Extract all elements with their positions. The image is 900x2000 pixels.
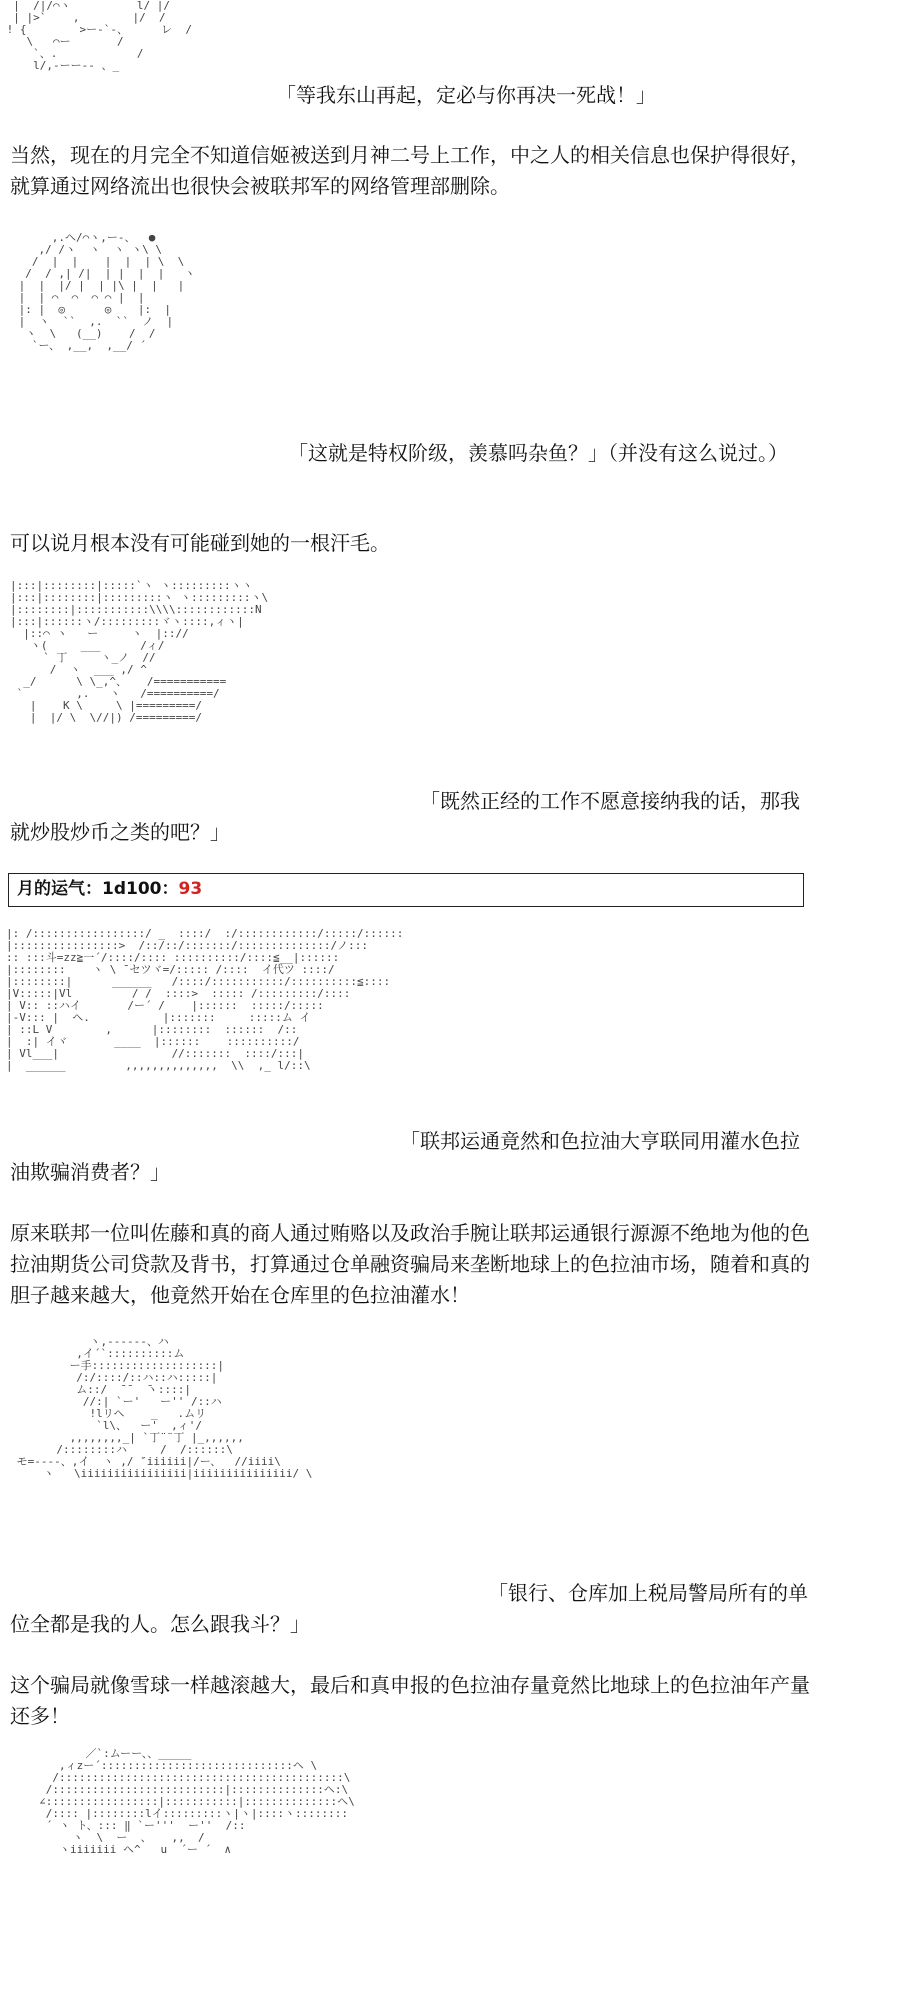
dialog-line-4: 「联邦运通竟然和色拉油大亨联同用灌水色拉油欺骗消费者？」 [10,1129,800,1184]
narration-3: 原来联邦一位叫佐藤和真的商人通过贿赂以及政治手腕让联邦运通银行源源不绝地为他的色拉油期货公司贷款及背书，打算通过仓单融资骗局来垄断地球上的色拉油市场，随着和真的胆子越来越大，他竟然开始在仓库里的色拉油灌水！ [10,1221,810,1307]
dialog-line-2: 「这就是特权阶级，羡慕吗杂鱼？」（并没有这么说过。） [288,441,788,465]
dice-roll-box [8,873,804,907]
narration-1: 当然，现在的月完全不知道信姬被送到月神二号上工作，中之人的相关信息也保护得很好，就算通过网络流出也很快会被联邦军的网络管理部删除。 [10,143,810,198]
narration-2: 可以说月根本没有可能碰到她的一根汗毛。 [10,531,390,555]
ascii-art-1: | /|/⌒ヽ l/ |/ | |>` , |/ / ! { >ー-`-、 レ / \ ⌒ー / `、. / l/,-ーー-- 、_ [6,0,192,72]
dice-roll-label: 月的运气：1d100： [17,879,179,899]
ascii-art-5: ヽ,------、ハ ,イ´`::::::::::ム ー手:::::::::::::::::::| /:/::::/::ハ::ハ:::::| ム::/ ̄ ̄ ̄ヽ::::| //:| `ー' ー'' /::ハ !lリヘ _ .ムリ `l\、 ー' ,ィ'/ ,,,,,,,,_| `丁¨¨丁 |_,,,,,, /::::::::ハ / /::::::\ モ=----、,イ ヽ ,/ ″iiiiii|/ー、 //iiii\ ヽ \iiiiiiiiiiiiiiii|iiiiiiiiiiiiiii/ \ [16,1335,313,1480]
ascii-art-3: |:::|::::::::|:::::`ヽ ヽ:::::::::ヽヽ |:::|::::::::|:::::::::ヽ ヽ:::::::::ヽ\ |::::::::|:::::::::::\\\\::::::::::::N |:::|::::::ヽ/:::::::::ヾヽ::::,ィヽ| |::⌒ ヽ ー ヽ |::// ヽ( ___ /ィ/ ` 丁 ヽ_ノ // / ヽ ___ ,/ ^ _/ \ \_,^、 /=========== ` ,. ヽ /==========/ | K \ \ |=========/ | |/ \ \//|) /=========/ [10,579,269,724]
dialog-line-3: 「既然正经的工作不愿意接纳我的话，那我就炒股炒币之类的吧？」 [10,789,800,844]
dialog-line-5: 「银行、仓库加上税局警局所有的单位全都是我的人。怎么跟我斗？」 [10,1581,808,1636]
ascii-art-4: |: /:::::::::::::::::/ _ ::::/ :/::::::::::::/:::::/:::::: |::::::::::::::::> /::/::/:::::::/::::::::::::::/ノ::: :: :::斗=zz≧一´/::::/:::: ::::::::::/::::≦__|:::::: |:::::::: ヽ \ ̄ セツヾ=/::::: /:::: イ代ツ ::::/ |::::::::| ______ /::::/:::::::::::/::::::::::≦:::: |V:::::|Vl / / ::::> ::::: /:::::::::/:::: | V:: ::ハイ /ー´ / |:::::: :::::/::::: |-V::: | ヘ. |::::::: :::::ム イ | ::L V , |:::::::: :::::: /:: | :| イヾ ____ |:::::: ::::::::::/ | Vl___| //::::::: ::::/:::| | ______ ,,,,,,,,,,,,,, \\ ,_ l/::\ [6,927,404,1072]
narration-4: 这个骗局就像雪球一样越滚越大，最后和真申报的色拉油存量竟然比地球上的色拉油年产量还多！ [10,1673,810,1728]
dialog-line-1: 「等我东山再起，定必与你再决一死战！」 [276,83,656,107]
ascii-art-6: ／`:ムーー、、_____ ,ィzー´:::::::::::::::::::::::::::::ヘ \ /:::::::::::::::::::::::::::::::::::::::::::\ /::::::::::::::::::::::::::|::::::::::::::ヘ:\ ∠:::::::::::::::::|:::::::::::|::::::::::::::ヘ\ /:::: |::::::::lイ:::::::::ヽ|ヽ|::::ヽ:::::::: ´ ヽ ト、::: ‖ `ー''' ー'' /:: ヽ \ ー 、 ,, / ヽiiiiiii ヘ^ u ´ー ´ ∧ [39,1747,355,1856]
dice-roll-result: 93 [178,879,203,899]
ascii-art-2: ,.ヘ/⌒ヽ,ー-、 ● ,/ /ヽ ヽ ヽ ヽ\ \ / | | | | | \ \ / / ,| /| | | | | ヽ | | |/ | | |\ | | | | | ⌒ ⌒ ⌒ ⌒ | | |: | ◎ ◎ |: | | ヽ `` ,. `` ノ | ヽ \ (__) / / `ー、 ,__, ,__/ ´ [18,231,196,352]
